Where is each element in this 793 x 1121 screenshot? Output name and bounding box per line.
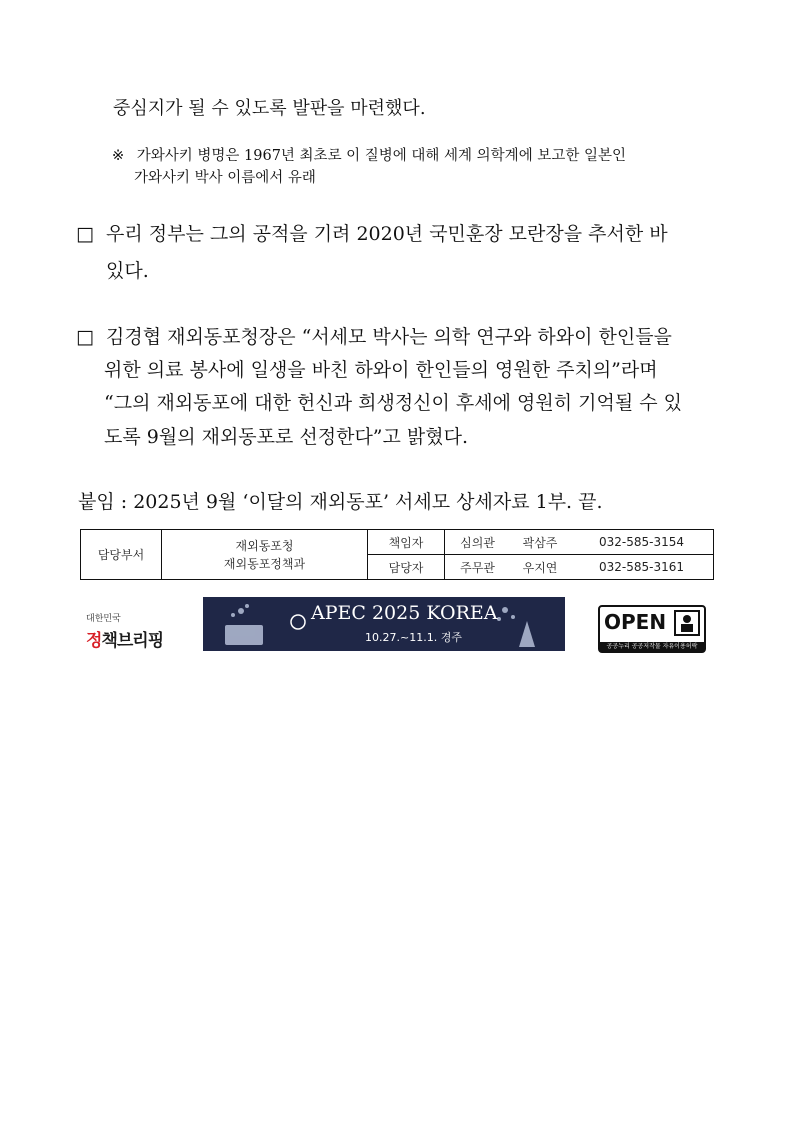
- division-name: 재외동포정책과: [223, 556, 306, 571]
- contact-table: [80, 529, 714, 580]
- role-cell: 책임자: [368, 530, 445, 555]
- note-text-1: 가와사키 병명은 1967년 최초로 이 질병에 대해 세계 의학계에 보고한 일본인: [136, 148, 626, 164]
- open-license-logo: [598, 605, 706, 653]
- note-line-1: [112, 144, 626, 165]
- paragraph-tail: 중심지가 될 수 있도록 발판을 마련했다.: [113, 98, 426, 119]
- item1-line1: 우리 정부는 그의 공적을 기려 2020년 국민훈장 모란장을 추서한 바: [106, 223, 668, 245]
- logo-big-text: [86, 626, 176, 651]
- item2-line3: “그의 재외동포에 대한 헌신과 희생정신이 후세에 영원히 기억될 수 있: [104, 392, 682, 414]
- dept-label: 담당부서: [81, 530, 162, 580]
- checkbox-square-icon: □: [76, 223, 94, 245]
- logo-small-text: 대한민국: [86, 614, 121, 624]
- role-cell: 담당자: [368, 555, 445, 580]
- banner-title: APEC 2025 KOREA: [311, 602, 498, 624]
- attachment-line: 붙임 : 2025년 9월 ‘이달의 재외동포’ 서세모 상세자료 1부. 끝.: [78, 491, 603, 513]
- open-word: OPEN: [604, 610, 667, 634]
- person-badge-icon: [674, 610, 700, 636]
- item1-line2: 있다.: [106, 260, 149, 282]
- open-strip-text: 공공누리 공공저작물 자유이용허락: [600, 642, 704, 651]
- bullet-item-2: [76, 322, 672, 349]
- logo-accent: 정: [86, 631, 102, 651]
- note-line-2: 가와사키 박사 이름에서 유래: [134, 170, 316, 186]
- banner-subtitle: 10.27.~11.1. 경주: [365, 631, 462, 644]
- note-symbol: ※: [112, 148, 125, 164]
- policy-briefing-logo: [86, 597, 176, 651]
- phone-cell: 032-585-3161: [570, 555, 714, 580]
- logo-rest: 책브리핑: [101, 631, 164, 651]
- dept-name: [162, 530, 368, 580]
- phone-cell: 032-585-3154: [570, 530, 714, 555]
- item2-line1: 김경협 재외동포청장은 “서세모 박사는 의학 연구와 하와이 한인들을: [106, 326, 672, 348]
- apec-banner: [203, 597, 565, 651]
- name-cell: 곽삼주: [510, 530, 570, 555]
- item2-line4: 도록 9월의 재외동포로 선정한다”고 밝혔다.: [104, 426, 469, 448]
- name-cell: 우지연: [510, 555, 570, 580]
- title-cell: 심의관: [445, 530, 511, 555]
- item2-line2: 위한 의료 봉사에 일생을 바친 하와이 한인들의 영원한 주치의”라며: [104, 359, 658, 381]
- agency-name: 재외동포청: [235, 538, 294, 553]
- title-cell: 주무관: [445, 555, 511, 580]
- checkbox-square-icon: □: [76, 326, 94, 348]
- bullet-item-1: [76, 219, 668, 246]
